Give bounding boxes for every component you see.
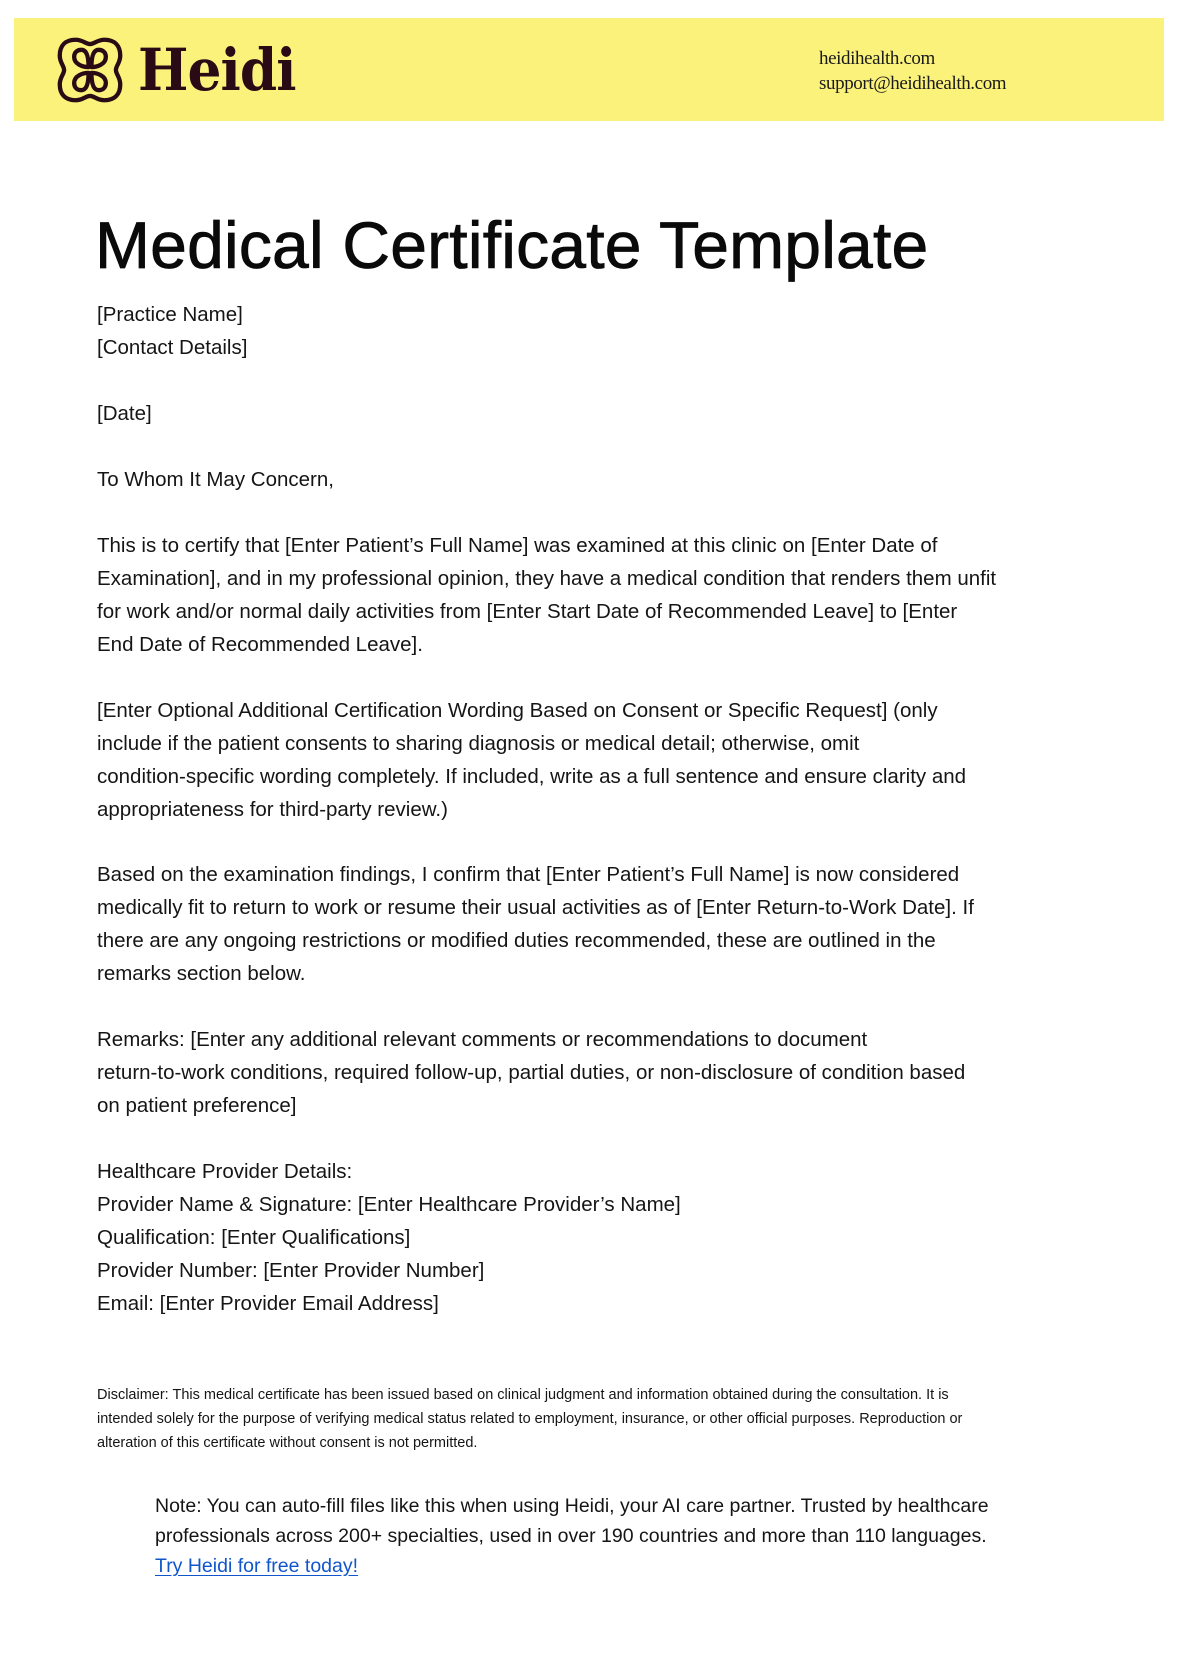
website-text: heidihealth.com	[819, 48, 935, 69]
brand-name: Heidi	[138, 36, 296, 104]
date-block	[97, 397, 1097, 430]
date-placeholder: [Date]	[97, 402, 152, 425]
remarks-paragraph	[97, 1023, 1097, 1122]
paragraph-line: medically fit to return to work or resume their usual activities as of [Enter Return-to-Work Date]. If	[97, 896, 974, 919]
paragraph-line: End Date of Recommended Leave].	[97, 633, 423, 656]
disclaimer-line: alteration of this certificate without consent is not permitted.	[97, 1435, 478, 1451]
paragraph-line: there are any ongoing restrictions or modified duties recommended, these are outlined in the	[97, 929, 936, 952]
paragraph-line: [Enter Optional Additional Certification Wording Based on Consent or Specific Request] (only	[97, 699, 938, 722]
disclaimer-line: Disclaimer: This medical certificate has been issued based on clinical judgment and information obtained during the consultation. It is	[97, 1387, 949, 1403]
practice-details	[97, 298, 1097, 364]
paragraph-line: return-to-work conditions, required follow-up, partial duties, or non-disclosure of condition based	[97, 1061, 966, 1084]
heidi-logo	[54, 36, 309, 104]
paragraph-line: Examination], and in my professional opinion, they have a medical condition that renders them unfit	[97, 567, 997, 590]
note-line: Note: You can auto-fill files like this when using Heidi, your AI care partner. Trusted by healthcare	[155, 1495, 989, 1517]
heidi-clover-logo-icon	[54, 34, 126, 106]
provider-heading: Healthcare Provider Details:	[97, 1160, 353, 1183]
paragraph-line: Based on the examination findings, I confirm that [Enter Patient’s Full Name] is now considered	[97, 863, 960, 886]
try-heidi-link[interactable]: Try Heidi for free today!	[155, 1555, 359, 1577]
provider-number: Provider Number: [Enter Provider Number]	[97, 1259, 485, 1282]
page-title: Medical Certificate Template	[95, 208, 929, 282]
certification-paragraph	[97, 529, 1097, 661]
support-email-text: support@heidihealth.com	[819, 73, 1007, 94]
paragraph-line: remarks section below.	[97, 962, 306, 985]
salutation-block	[97, 463, 1097, 496]
paragraph-line: condition-specific wording completely. If included, write as a full sentence and ensure clarity and	[97, 765, 967, 788]
note-line: professionals across 200+ specialties, used in over 190 countries and more than 110 languages.	[155, 1525, 987, 1547]
practice-name: [Practice Name]	[97, 303, 243, 326]
promo-note	[155, 1491, 1075, 1581]
provider-name-signature: Provider Name & Signature: [Enter Healthcare Provider’s Name]	[97, 1193, 681, 1216]
paragraph-line: for work and/or normal daily activities from [Enter Start Date of Recommended Leave] to [Enter	[97, 600, 958, 623]
disclaimer-line: intended solely for the purpose of verifying medical status related to employment, insurance, or other official purposes. Reproduction or	[97, 1411, 963, 1427]
fit-to-return-paragraph	[97, 858, 1097, 990]
paragraph-line: on patient preference]	[97, 1094, 297, 1117]
disclaimer	[97, 1383, 1097, 1455]
provider-email: Email: [Enter Provider Email Address]	[97, 1292, 439, 1315]
provider-details	[97, 1155, 1097, 1320]
salutation: To Whom It May Concern,	[97, 468, 334, 491]
provider-qualification: Qualification: [Enter Qualifications]	[97, 1226, 411, 1249]
optional-wording-paragraph	[97, 694, 1097, 826]
contact-details: [Contact Details]	[97, 336, 248, 359]
paragraph-line: include if the patient consents to sharing diagnosis or medical detail; otherwise, omit	[97, 732, 860, 755]
brand-header	[14, 18, 1164, 121]
paragraph-line: Remarks: [Enter any additional relevant comments or recommendations to document	[97, 1028, 868, 1051]
contact-info	[819, 46, 1006, 96]
paragraph-line: This is to certify that [Enter Patient’s Full Name] was examined at this clinic on [Enter Date of	[97, 534, 938, 557]
paragraph-line: appropriateness for third-party review.)	[97, 798, 448, 821]
